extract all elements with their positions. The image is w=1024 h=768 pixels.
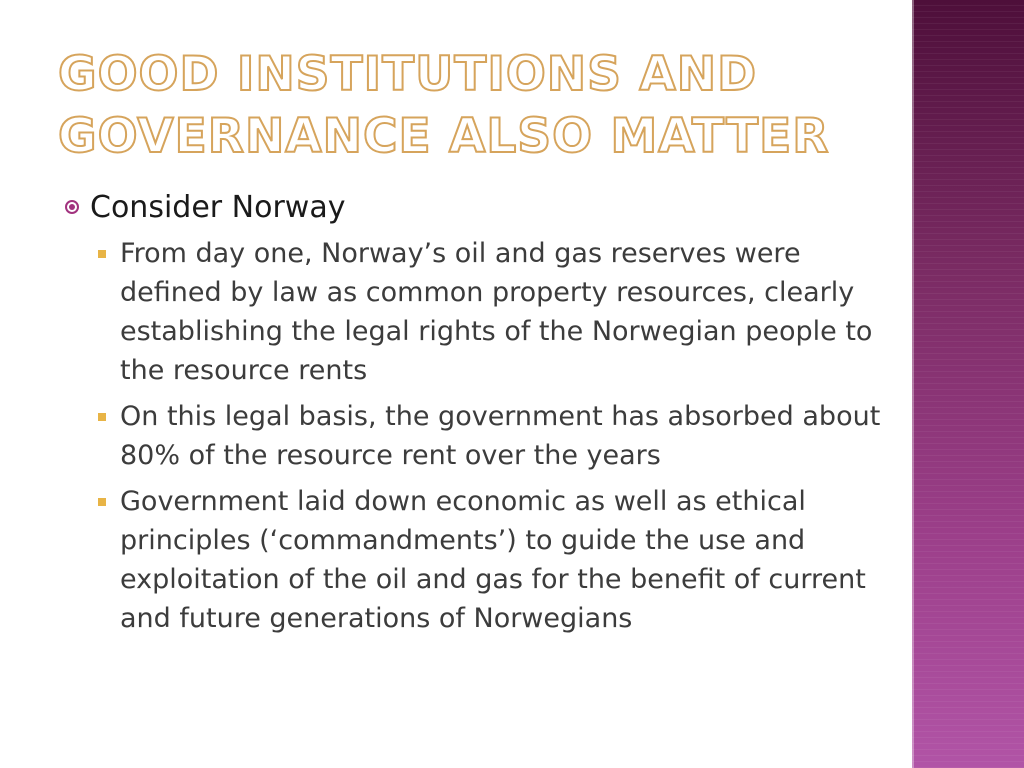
sub-bullet-item	[62, 397, 892, 475]
slide-title	[58, 44, 898, 168]
decorative-side-bar	[912, 0, 1024, 768]
square-bullet-icon	[96, 482, 120, 521]
circled-dot-bullet-icon	[62, 188, 90, 228]
bullet-text: Consider Norway	[90, 190, 346, 225]
bullet-consider-norway	[62, 188, 892, 228]
sub-bullet-item	[62, 482, 892, 638]
sub-bullet-text: On this legal basis, the government has absorbed about 80% of the resource rent over the years	[120, 401, 881, 471]
sub-bullet-text: Government laid down economic as well as ethical principles (‘commandments’) to guide the use and exploitation of the oil and gas for the benefit of current and future generations of Norwegians	[120, 486, 866, 634]
sub-bullet-list	[62, 234, 892, 638]
square-bullet-icon	[96, 234, 120, 273]
square-bullet-icon	[96, 397, 120, 436]
slide-content	[62, 188, 892, 645]
slide-title-line-2: GOVERNANCE ALSO MATTER	[58, 109, 830, 164]
sub-bullet-item	[62, 234, 892, 390]
sub-bullet-text: From day one, Norway’s oil and gas reserves were defined by law as common property resources, clearly establishing the legal rights of the Norwegian people to the resource rents	[120, 238, 873, 386]
slide-title-line-1: GOOD INSTITUTIONS AND	[58, 47, 758, 102]
